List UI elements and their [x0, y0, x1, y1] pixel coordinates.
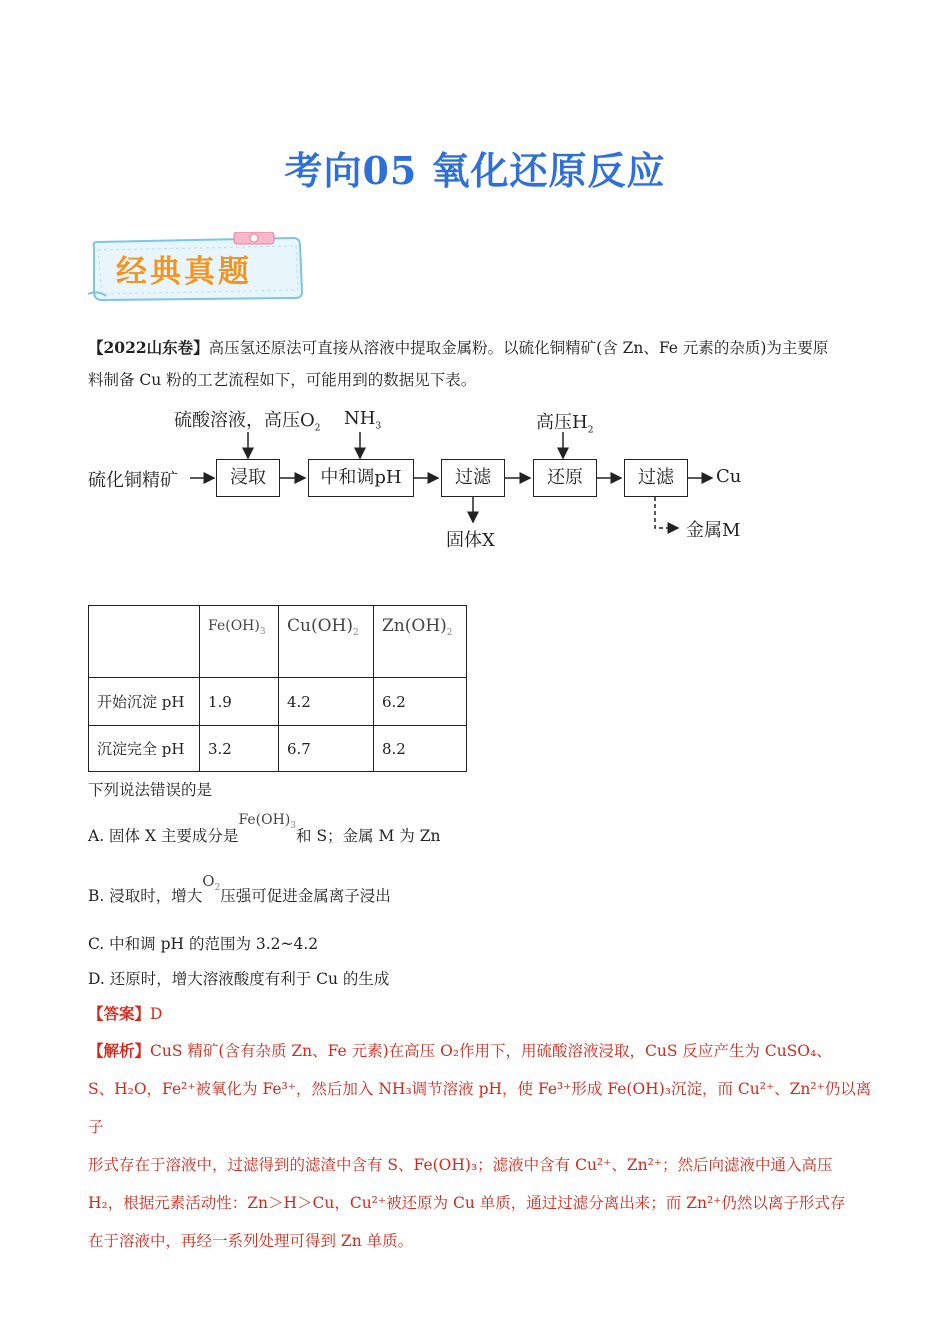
- question-source: 【2022山东卷】: [88, 338, 209, 357]
- analysis: [88, 1032, 878, 1260]
- banner-label: 经典真题: [116, 254, 252, 290]
- flow-step-leach: 浸取: [216, 459, 280, 497]
- option-a: A. 固体 X 主要成分是$Fe(OH)_3$和 S；金属 M 为 Zn: [88, 812, 441, 845]
- table-cell: 8.2: [374, 726, 467, 772]
- question-line-2: 料制备 Cu 粉的工艺流程如下，可能用到的数据见下表。: [88, 371, 477, 389]
- flow-step-filter-1: 过滤: [441, 459, 505, 497]
- flow-metal-m: 金属M: [686, 520, 741, 541]
- table-cell: 沉淀完全 pH: [89, 726, 200, 772]
- flow-start: 硫化铜精矿: [88, 470, 178, 491]
- question-line-1: 高压氢还原法可直接从溶液中提取金属粉。以硫化铜精矿(含 Zn、Fe 元素的杂质)为主要原: [208, 339, 829, 357]
- question-prompt: 下列说法错误的是: [88, 781, 213, 799]
- table-header-cell: $Zn(OH)_2$: [374, 606, 467, 678]
- table-cell: 开始沉淀 pH: [89, 678, 200, 726]
- table-cell: 6.7: [279, 726, 374, 772]
- table-row: [89, 726, 467, 772]
- ph-data-table: [88, 605, 467, 772]
- table-header-cell: $Fe(OH)_3$: [200, 606, 279, 678]
- flow-reagent-nh3: $NH_3$: [344, 408, 382, 432]
- table-header-cell: $Cu(OH)_2$: [279, 606, 374, 678]
- table-cell: 6.2: [374, 678, 467, 726]
- flow-product: Cu: [716, 466, 742, 487]
- table-cell: 4.2: [279, 678, 374, 726]
- option-c: C. 中和调 pH 的范围为 3.2~4.2: [88, 935, 319, 953]
- analysis-line: CuS 精矿(含有杂质 Zn、Fe 元素)在高压 O₂作用下，用硫酸溶液浸取，CuS 反应产生为 CuSO₄、: [150, 1042, 832, 1060]
- process-flowchart: [88, 400, 768, 560]
- flow-solid-x: 固体X: [446, 530, 495, 551]
- table-header-row: [89, 606, 467, 678]
- flow-step-neutralize: 中和调pH: [308, 459, 414, 497]
- analysis-line: S、H₂O，Fe²⁺被氧化为 Fe³⁺，然后加入 NH₃调节溶液 pH，使 Fe³⁺形成 Fe(OH)₃沉淀，而 Cu²⁺、Zn²⁺仍以离子: [88, 1080, 872, 1136]
- analysis-label: 【解析】: [88, 1041, 151, 1060]
- option-d: D. 还原时，增大溶液酸度有利于 Cu 的生成: [88, 970, 390, 988]
- flow-reagent-h2: 高压$H_2$: [536, 412, 594, 436]
- section-banner: [88, 232, 308, 308]
- analysis-line: H₂，根据元素活动性：Zn＞H＞Cu，Cu²⁺被还原为 Cu 单质，通过过滤分离出来；而 Zn²⁺仍然以离子形式存: [88, 1194, 846, 1212]
- table-cell: 1.9: [200, 678, 279, 726]
- table-cell: 3.2: [200, 726, 279, 772]
- table-header-cell: [89, 606, 200, 678]
- analysis-line: 形式存在于溶液中，过滤得到的滤渣中含有 S、Fe(OH)₃；滤液中含有 Cu²⁺、Zn²⁺；然后向滤液中通入高压: [88, 1156, 833, 1174]
- page-title: 考向05 氧化还原反应: [284, 148, 666, 193]
- table-row: [89, 678, 467, 726]
- flow-reagent-acid: 硫酸溶液，高压$O_2$: [174, 410, 321, 434]
- flow-step-filter-2: 过滤: [624, 459, 688, 497]
- flow-step-reduce: 还原: [533, 459, 597, 497]
- answer: 【答案】D: [88, 1004, 163, 1023]
- question-stem: [88, 332, 868, 396]
- analysis-line: 在于溶液中，再经一系列处理可得到 Zn 单质。: [88, 1232, 414, 1250]
- option-b: B. 浸取时，增大$O_2$压强可促进金属离子浸出: [88, 872, 391, 905]
